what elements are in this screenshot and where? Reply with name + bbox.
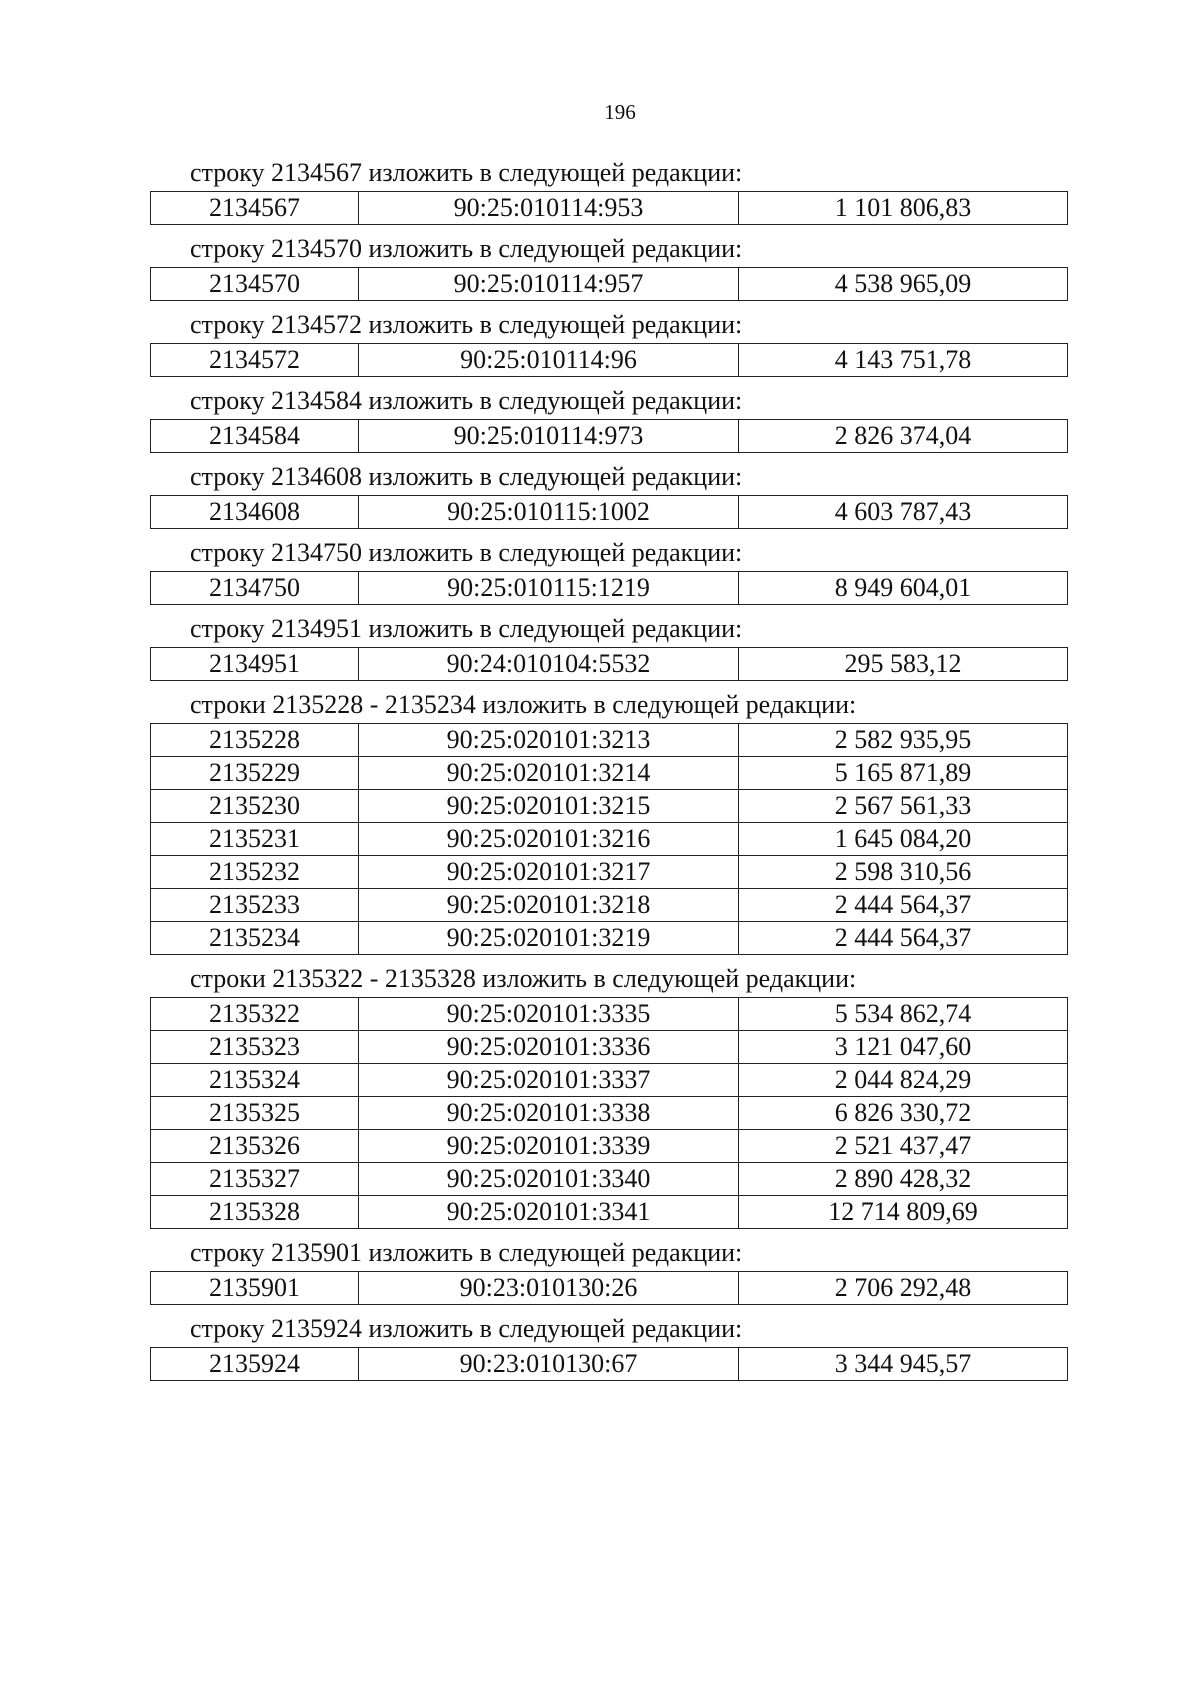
value-cell: 3 344 945,57 bbox=[739, 1348, 1068, 1381]
amendment-section bbox=[150, 536, 1070, 605]
amendment-table bbox=[150, 267, 1068, 301]
amendment-caption: строку 2134572 изложить в следующей редакции: bbox=[190, 310, 743, 339]
amendment-section bbox=[150, 688, 1070, 955]
amendment-section bbox=[150, 1236, 1070, 1305]
amendment-table bbox=[150, 1271, 1068, 1305]
table-row bbox=[151, 1196, 1068, 1229]
table-row bbox=[151, 998, 1068, 1031]
row-number-cell: 2135327 bbox=[151, 1163, 359, 1196]
value-cell: 2 890 428,32 bbox=[739, 1163, 1068, 1196]
table-row bbox=[151, 1097, 1068, 1130]
table-row bbox=[151, 572, 1068, 605]
amendment-table bbox=[150, 997, 1068, 1229]
table-row bbox=[151, 1031, 1068, 1064]
amendment-section bbox=[150, 232, 1070, 301]
table-row bbox=[151, 856, 1068, 889]
value-cell: 8 949 604,01 bbox=[739, 572, 1068, 605]
document-body bbox=[150, 156, 1070, 1388]
value-cell: 3 121 047,60 bbox=[739, 1031, 1068, 1064]
amendment-table bbox=[150, 1347, 1068, 1381]
row-number-cell: 2134584 bbox=[151, 420, 359, 453]
table-row bbox=[151, 1130, 1068, 1163]
cadastral-number-cell: 90:25:020101:3214 bbox=[359, 757, 739, 790]
amendment-caption: строку 2134608 изложить в следующей редакции: bbox=[190, 462, 743, 491]
amendment-table bbox=[150, 419, 1068, 453]
row-number-cell: 2134572 bbox=[151, 344, 359, 377]
amendment-caption: строку 2134567 изложить в следующей редакции: bbox=[190, 158, 743, 187]
amendment-section bbox=[150, 460, 1070, 529]
value-cell: 5 534 862,74 bbox=[739, 998, 1068, 1031]
table-row bbox=[151, 344, 1068, 377]
value-cell: 5 165 871,89 bbox=[739, 757, 1068, 790]
amendment-section bbox=[150, 612, 1070, 681]
amendment-section bbox=[150, 962, 1070, 1229]
table-row bbox=[151, 192, 1068, 225]
amendment-table bbox=[150, 495, 1068, 529]
value-cell: 2 521 437,47 bbox=[739, 1130, 1068, 1163]
cadastral-number-cell: 90:23:010130:67 bbox=[359, 1348, 739, 1381]
row-number-cell: 2135232 bbox=[151, 856, 359, 889]
amendment-caption: строки 2135322 - 2135328 изложить в следующей редакции: bbox=[190, 964, 857, 993]
value-cell: 2 567 561,33 bbox=[739, 790, 1068, 823]
value-cell: 2 598 310,56 bbox=[739, 856, 1068, 889]
table-row bbox=[151, 496, 1068, 529]
amendment-section bbox=[150, 308, 1070, 377]
row-number-cell: 2135229 bbox=[151, 757, 359, 790]
amendment-section bbox=[150, 384, 1070, 453]
row-number-cell: 2135324 bbox=[151, 1064, 359, 1097]
value-cell: 2 826 374,04 bbox=[739, 420, 1068, 453]
row-number-cell: 2135234 bbox=[151, 922, 359, 955]
row-number-cell: 2134567 bbox=[151, 192, 359, 225]
table-row bbox=[151, 1272, 1068, 1305]
amendment-caption: строки 2135228 - 2135234 изложить в следующей редакции: bbox=[190, 690, 857, 719]
row-number-cell: 2135323 bbox=[151, 1031, 359, 1064]
value-cell: 2 444 564,37 bbox=[739, 922, 1068, 955]
value-cell: 2 706 292,48 bbox=[739, 1272, 1068, 1305]
page-number: 196 bbox=[604, 100, 636, 124]
cadastral-number-cell: 90:25:020101:3337 bbox=[359, 1064, 739, 1097]
amendment-table bbox=[150, 343, 1068, 377]
amendment-caption: строку 2135901 изложить в следующей редакции: bbox=[190, 1238, 743, 1267]
amendment-caption: строку 2134570 изложить в следующей редакции: bbox=[190, 234, 743, 263]
amendment-caption: строку 2135924 изложить в следующей редакции: bbox=[190, 1314, 743, 1343]
cadastral-number-cell: 90:24:010104:5532 bbox=[359, 648, 739, 681]
row-number-cell: 2135231 bbox=[151, 823, 359, 856]
cadastral-number-cell: 90:25:020101:3219 bbox=[359, 922, 739, 955]
value-cell: 4 538 965,09 bbox=[739, 268, 1068, 301]
value-cell: 1 101 806,83 bbox=[739, 192, 1068, 225]
row-number-cell: 2135233 bbox=[151, 889, 359, 922]
cadastral-number-cell: 90:23:010130:26 bbox=[359, 1272, 739, 1305]
value-cell: 12 714 809,69 bbox=[739, 1196, 1068, 1229]
table-row bbox=[151, 1348, 1068, 1381]
cadastral-number-cell: 90:25:020101:3339 bbox=[359, 1130, 739, 1163]
table-row bbox=[151, 724, 1068, 757]
row-number-cell: 2135328 bbox=[151, 1196, 359, 1229]
amendment-caption: строку 2134951 изложить в следующей редакции: bbox=[190, 614, 743, 643]
amendment-section bbox=[150, 1312, 1070, 1381]
value-cell: 2 044 824,29 bbox=[739, 1064, 1068, 1097]
table-row bbox=[151, 648, 1068, 681]
amendment-table bbox=[150, 647, 1068, 681]
amendment-table bbox=[150, 571, 1068, 605]
row-number-cell: 2135901 bbox=[151, 1272, 359, 1305]
table-row bbox=[151, 823, 1068, 856]
amendment-caption: строку 2134750 изложить в следующей редакции: bbox=[190, 538, 743, 567]
row-number-cell: 2135230 bbox=[151, 790, 359, 823]
row-number-cell: 2134608 bbox=[151, 496, 359, 529]
table-row bbox=[151, 757, 1068, 790]
value-cell: 1 645 084,20 bbox=[739, 823, 1068, 856]
cadastral-number-cell: 90:25:020101:3217 bbox=[359, 856, 739, 889]
row-number-cell: 2135924 bbox=[151, 1348, 359, 1381]
row-number-cell: 2135322 bbox=[151, 998, 359, 1031]
cadastral-number-cell: 90:25:020101:3216 bbox=[359, 823, 739, 856]
cadastral-number-cell: 90:25:010115:1219 bbox=[359, 572, 739, 605]
table-row bbox=[151, 922, 1068, 955]
amendment-table bbox=[150, 723, 1068, 955]
cadastral-number-cell: 90:25:020101:3336 bbox=[359, 1031, 739, 1064]
amendment-table bbox=[150, 191, 1068, 225]
cadastral-number-cell: 90:25:010115:1002 bbox=[359, 496, 739, 529]
row-number-cell: 2135228 bbox=[151, 724, 359, 757]
cadastral-number-cell: 90:25:020101:3218 bbox=[359, 889, 739, 922]
row-number-cell: 2135325 bbox=[151, 1097, 359, 1130]
cadastral-number-cell: 90:25:020101:3335 bbox=[359, 998, 739, 1031]
cadastral-number-cell: 90:25:010114:96 bbox=[359, 344, 739, 377]
table-row bbox=[151, 1064, 1068, 1097]
cadastral-number-cell: 90:25:010114:973 bbox=[359, 420, 739, 453]
value-cell: 4 143 751,78 bbox=[739, 344, 1068, 377]
row-number-cell: 2134570 bbox=[151, 268, 359, 301]
table-row bbox=[151, 420, 1068, 453]
value-cell: 2 582 935,95 bbox=[739, 724, 1068, 757]
value-cell: 6 826 330,72 bbox=[739, 1097, 1068, 1130]
cadastral-number-cell: 90:25:020101:3215 bbox=[359, 790, 739, 823]
amendment-section bbox=[150, 156, 1070, 225]
table-row bbox=[151, 790, 1068, 823]
row-number-cell: 2134750 bbox=[151, 572, 359, 605]
cadastral-number-cell: 90:25:010114:957 bbox=[359, 268, 739, 301]
table-row bbox=[151, 1163, 1068, 1196]
cadastral-number-cell: 90:25:020101:3340 bbox=[359, 1163, 739, 1196]
table-row bbox=[151, 889, 1068, 922]
cadastral-number-cell: 90:25:020101:3341 bbox=[359, 1196, 739, 1229]
value-cell: 4 603 787,43 bbox=[739, 496, 1068, 529]
row-number-cell: 2135326 bbox=[151, 1130, 359, 1163]
cadastral-number-cell: 90:25:010114:953 bbox=[359, 192, 739, 225]
amendment-caption: строку 2134584 изложить в следующей редакции: bbox=[190, 386, 743, 415]
value-cell: 295 583,12 bbox=[739, 648, 1068, 681]
cadastral-number-cell: 90:25:020101:3213 bbox=[359, 724, 739, 757]
table-row bbox=[151, 268, 1068, 301]
row-number-cell: 2134951 bbox=[151, 648, 359, 681]
cadastral-number-cell: 90:25:020101:3338 bbox=[359, 1097, 739, 1130]
value-cell: 2 444 564,37 bbox=[739, 889, 1068, 922]
